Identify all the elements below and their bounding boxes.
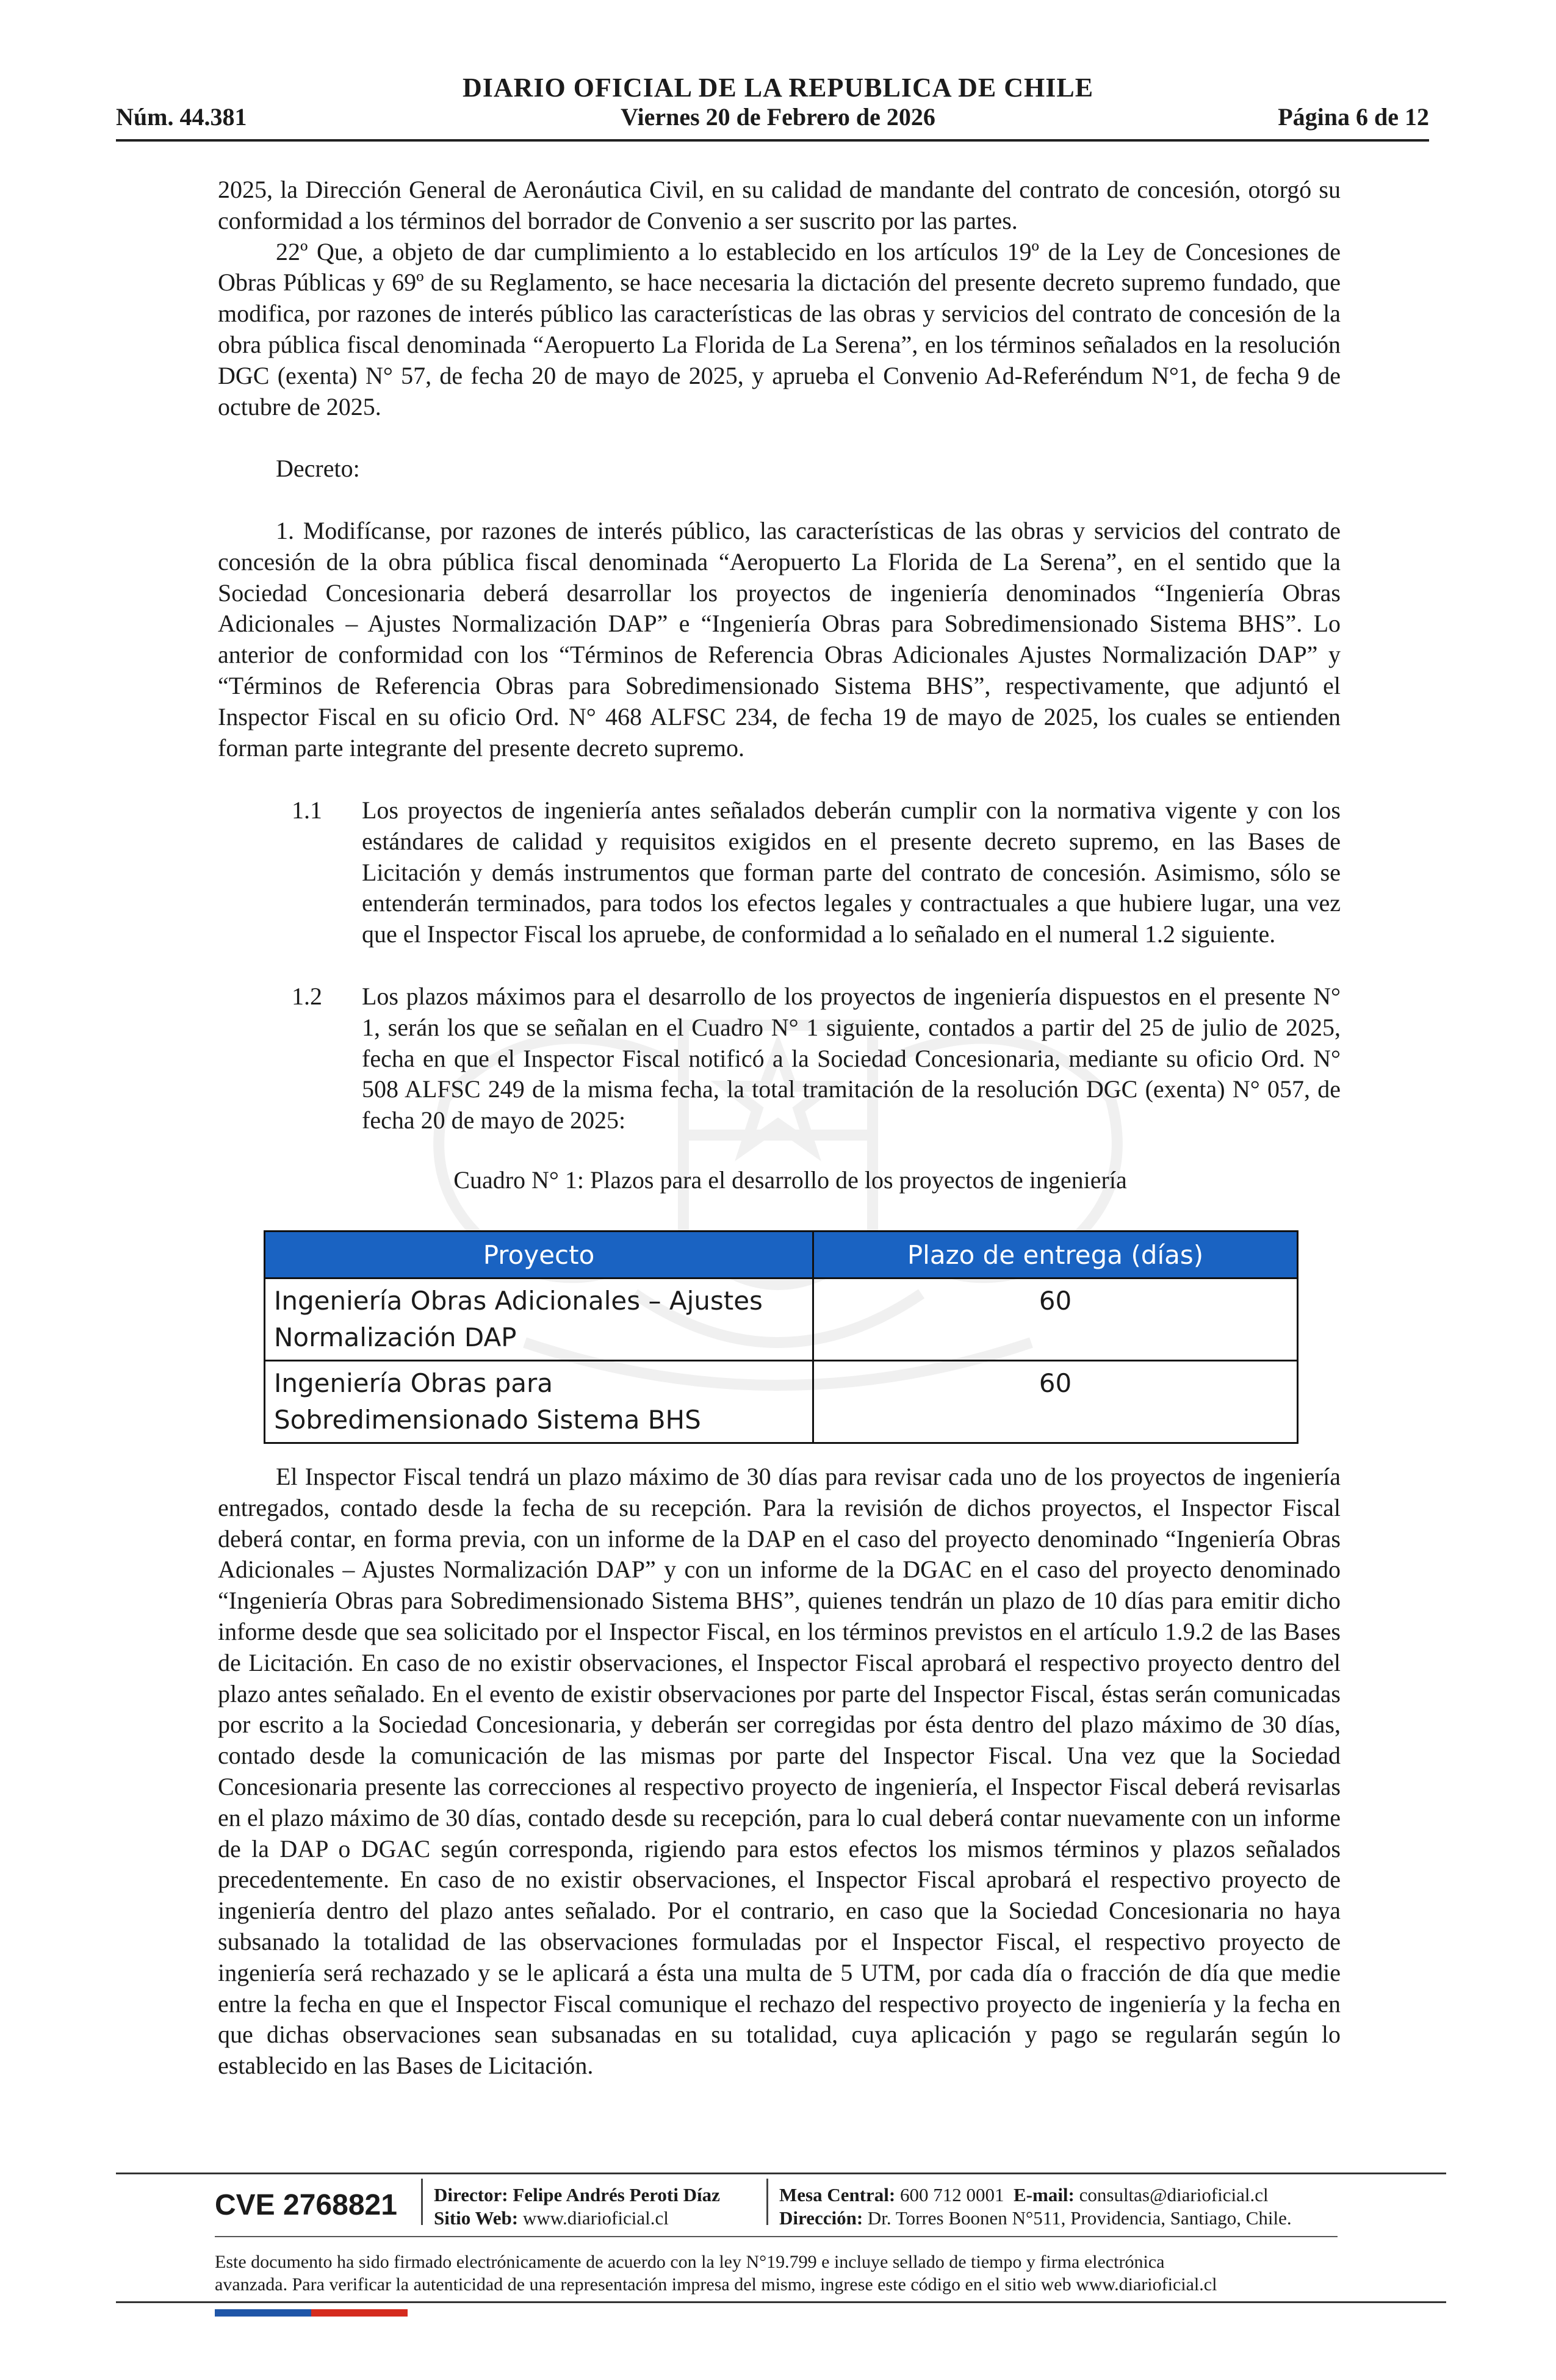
director-label: Director: <box>434 2184 508 2205</box>
decreto-heading: Decreto: <box>276 455 360 482</box>
website-label: Sitio Web: <box>434 2207 519 2229</box>
item-number: 1.2 <box>292 983 322 1010</box>
footer-contact-info <box>779 2183 1292 2230</box>
issue-date: Viernes 20 de Febrero de 2026 <box>621 103 935 131</box>
flag-blue-segment <box>215 2309 311 2317</box>
column-header: Plazo de entrega (días) <box>813 1231 1298 1278</box>
paragraph: 1. Modifícanse, por razones de interés público, las características de las obras y servicios del contrato de concesión de la obra pública fiscal denominada “Aeropuerto La Florida de La Serena”, en el sentido que la Sociedad Concesionaria deberá desarrollar los proyectos de ingeniería denominados “Ingeniería Obras Adicionales – Ajustes Normalización DAP” e “Ingeniería Obras para Sobredimensionado Sistema BHS”. Lo anterior de conformidad con los “Términos de Referencia Obras Adicionales Ajustes Normalización DAP” y “Términos de Referencia Obras para Sobredimensionado Sistema BHS”, respectivamente, que adjuntó el Inspector Fiscal en su oficio Ord. N° 468 ALFSC 234, de fecha 19 de mayo de 2025, los cuales se entienden forman parte integrante del presente decreto supremo. <box>218 517 1341 762</box>
footer-divider <box>116 2173 1446 2174</box>
legal-line: Este documento ha sido firmado electrónicamente de acuerdo con la ley N°19.799 e incluye sellado de tiempo y firma electrónica <box>215 2252 1165 2272</box>
phone-number: 600 712 0001 <box>900 2184 1004 2205</box>
table-header-row <box>265 1231 1298 1278</box>
footer-divider <box>116 2301 1446 2303</box>
paragraph: El Inspector Fiscal tendrá un plazo máximo de 30 días para revisar cada uno de los proyectos de ingeniería entregados, contado desde la fecha de su recepción. Para la revisión de dichos proyectos, el Inspector Fiscal deberá contar, en forma previa, con un informe de la DAP en el caso del proyecto denominado “Ingeniería Obras Adicionales – Ajustes Normalización DAP” y con un informe de la DGAC en el caso del proyecto denominado “Ingeniería Obras para Sobredimensionado Sistema BHS”, quienes tendrán un plazo de 10 días para emitir dicho informe desde que sea solicitado por el Inspector Fiscal, en los términos previstos en el artículo 1.9.2 de las Bases de Licitación. En caso de no existir observaciones, el Inspector Fiscal aprobará el respectivo proyecto dentro del plazo antes señalado. En el evento de existir observaciones por parte del Inspector Fiscal, éstas serán comunicadas por escrito a la Sociedad Concesionaria, y deberán ser corregidas por ésta dentro del plazo máximo de 30 días, contado desde la comunicación de las mismas por parte del Inspector Fiscal. Una vez que la Sociedad Concesionaria presente las correcciones al respectivo proyecto de ingeniería, el Inspector Fiscal deberá revisarlas en el plazo máximo de 30 días, contado desde su recepción, para lo cual deberá contar nuevamente con un informe de la DAP o DGAC según corresponda, rigiendo para estos efectos los mismos términos y plazos señalados precedentemente. En caso de no existir observaciones, el Inspector Fiscal aprobará el respectivo proyecto de ingeniería dentro del plazo antes señalado. Por el contrario, en caso que la Sociedad Concesionaria no haya subsanado la totalidad de las observaciones formuladas por el Inspector Fiscal, el respectivo proyecto de ingeniería será rechazado y se le aplicará a ésta una multa de 5 UTM, por cada día o fracción de día que medie entre la fecha en que el Inspector Fiscal comunique el rechazo del respectivo proyecto de ingeniería y la fecha en que dichas observaciones sean subsanadas en su totalidad, cuya aplicación y pago se regularán según lo establecido en las Bases de Licitación. <box>218 1463 1341 2080</box>
decreto-heading-block <box>218 453 1341 485</box>
address: Dr. Torres Boonen N°511, Providencia, Santiago, Chile. <box>867 2207 1292 2229</box>
review-procedure-block <box>218 1462 1341 2082</box>
issue-number: Núm. 44.381 <box>116 103 247 131</box>
paragraph: 2025, la Dirección General de Aeronáutica Civil, en su calidad de mandante del contrato de concesión, otorgó su conformidad a los términos del borrador de Convenio a ser suscrito por las partes. <box>218 176 1341 234</box>
table-caption: Cuadro N° 1: Plazos para el desarrollo de los proyectos de ingeniería <box>453 1166 1127 1194</box>
deadlines-table <box>264 1230 1298 1444</box>
item-text: Los plazos máximos para el desarrollo de los proyectos de ingeniería dispuestos en el presente N° 1, serán los que se señalan en el Cuadro N° 1 siguiente, contados a partir del 25 de julio de 2025, fecha en que el Inspector Fiscal notificó a la Sociedad Concesionaria, mediante su oficio Ord. N° 508 ALFSC 249 de la misma fecha, la total tramitación de la resolución DGC (exenta) N° 057, de fecha 20 de mayo de 2025: <box>362 983 1341 1134</box>
newspaper-title: DIARIO OFICIAL DE LA REPUBLICA DE CHILE <box>462 73 1094 103</box>
footer-separator <box>421 2179 423 2225</box>
legal-notice <box>215 2251 1350 2296</box>
paragraph: 22º Que, a objeto de dar cumplimiento a lo establecido en los artículos 19º de la Ley de Concesiones de Obras Públicas y 69º de su Reglamento, se hace necesaria la dictación del presente decreto supremo fundado, que modifica, por razones de interés público las características de las obras y servicios del contrato de concesión de la obra pública fiscal denominada “Aeropuerto La Florida de La Serena”, en los términos señalados en la resolución DGC (exenta) N° 57, de fecha 20 de mayo de 2025, y aprueba el Convenio Ad-Referéndum N°1, de fecha 9 de octubre de 2025. <box>218 237 1341 420</box>
director-name: Felipe Andrés Peroti Díaz <box>513 2184 720 2205</box>
footer-separator <box>766 2179 768 2225</box>
email-label: E-mail: <box>1014 2184 1075 2205</box>
project-cell: Ingeniería Obras para Sobredimensionado Sistema BHS <box>265 1361 813 1443</box>
column-header: Proyecto <box>265 1231 813 1278</box>
considerandos-block <box>218 175 1341 422</box>
website-link[interactable]: www.diarioficial.cl <box>522 2207 669 2229</box>
deadline-cell: 60 <box>813 1361 1298 1443</box>
table-row <box>265 1361 1298 1443</box>
phone-label: Mesa Central: <box>779 2184 896 2205</box>
item-text: Los proyectos de ingeniería antes señalados deberán cumplir con la normativa vigente y con los estándares de calidad y requisitos exigidos en el presente decreto supremo, en las Bases de Licitación y demás instrumentos que forman parte del contrato de concesión. Asimismo, sólo se entenderán terminados, para todos los efectos legales y contractuales a que hubiere lugar, una vez que el Inspector Fiscal los apruebe, de conformidad a lo señalado en el numeral 1.2 siguiente. <box>362 796 1341 948</box>
page-indicator: Página 6 de 12 <box>1278 103 1429 131</box>
footer-director-info <box>434 2183 720 2230</box>
footer-divider <box>215 2236 1338 2237</box>
article-1-block <box>218 516 1341 763</box>
deadline-cell: 60 <box>813 1278 1298 1361</box>
item-number: 1.1 <box>292 796 322 824</box>
numbered-item <box>292 981 1341 1136</box>
address-label: Dirección: <box>779 2207 863 2229</box>
header-divider <box>116 139 1429 142</box>
flag-red-segment <box>311 2309 408 2317</box>
table-row <box>265 1278 1298 1361</box>
legal-line: avanzada. Para verificar la autenticidad de una representación impresa del mismo, ingrese este código en el sitio web www.diarioficial.cl <box>215 2274 1217 2295</box>
flag-color-bar <box>215 2309 408 2317</box>
project-cell: Ingeniería Obras Adicionales – Ajustes Normalización DAP <box>265 1278 813 1361</box>
cve-code: CVE 2768821 <box>215 2189 397 2221</box>
numbered-item <box>292 795 1341 950</box>
email-link[interactable]: consultas@diarioficial.cl <box>1079 2184 1269 2205</box>
